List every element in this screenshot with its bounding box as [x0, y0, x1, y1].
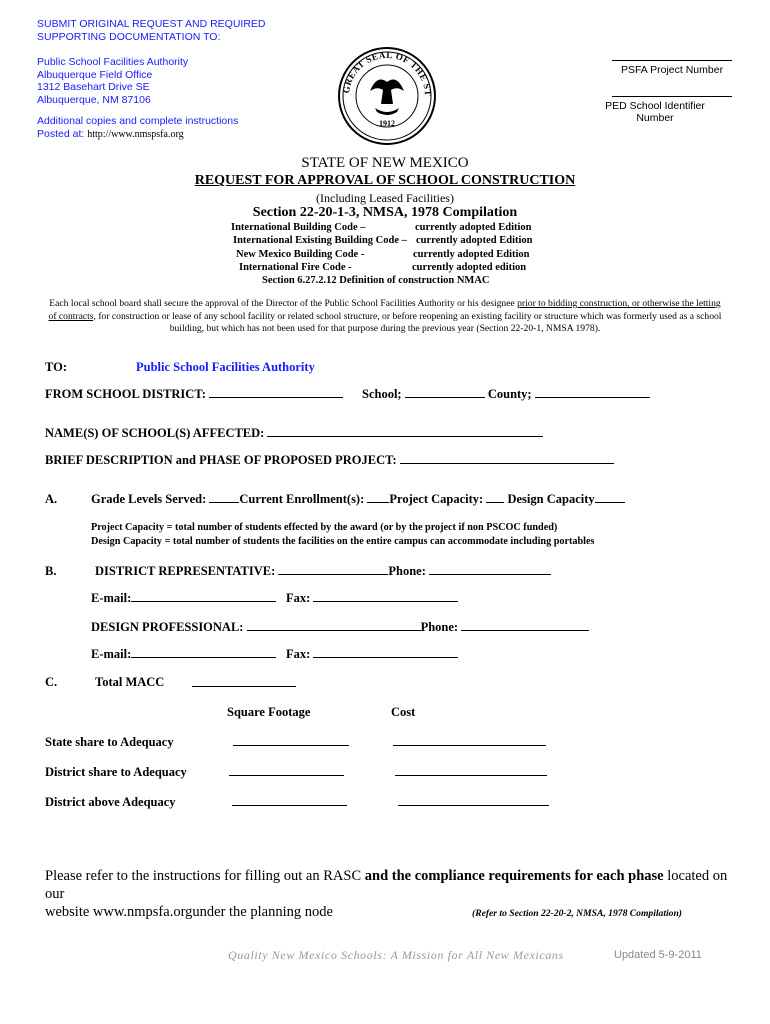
school-county-row [362, 387, 650, 402]
enrollment-label: Current Enrollment(s): [239, 492, 365, 506]
to-label: TO: [45, 360, 67, 374]
district-share-sqft-field[interactable] [229, 765, 344, 776]
county-field[interactable] [535, 387, 650, 398]
adequacy-row-label: State share to Adequacy [45, 735, 174, 749]
code-edition: currently adopted Edition [413, 248, 530, 260]
email-label: E-mail: [91, 647, 132, 661]
fax-label: Fax: [286, 591, 311, 605]
psfa-number-label: PSFA Project Number [620, 64, 724, 76]
code-row [0, 248, 770, 261]
motto: Quality New Mexico Schools: A Mission for All New Mexicans [228, 948, 564, 962]
address-line-3: 1312 Basehart Drive SE [37, 81, 150, 93]
address-line-2: Albuquerque Field Office [37, 68, 153, 81]
refer-text-line-2: website www.nmpsfa.orgunder the planning node [45, 904, 333, 920]
section-b-label: B. [45, 564, 57, 578]
refer-text-1: Please refer to the instructions for filling out an RASC [45, 868, 365, 884]
design-pro-phone-field[interactable] [461, 620, 589, 631]
address-line-4: Albuquerque, NM 87106 [37, 93, 151, 106]
district-rep-phone-field[interactable] [429, 564, 551, 575]
intro-underlined-2: of contracts, [48, 310, 96, 322]
code-edition: currently adopted Edition [416, 235, 533, 247]
names-field[interactable] [267, 426, 543, 437]
from-district-row [45, 387, 343, 402]
section-title: Section 22-20-1-3, NMSA, 1978 Compilation [252, 205, 518, 220]
section-a-label: A. [45, 492, 58, 506]
definition-row [0, 274, 770, 287]
psfa-number-line[interactable] [612, 60, 732, 61]
intro-underlined-1: prior to bidding construction, or otherwise the letting [517, 298, 721, 309]
design-capacity-label: Design Capacity [507, 492, 595, 506]
address-line-1: Public School Facilities Authority [37, 56, 189, 68]
adequacy-row-label: District above Adequacy [45, 795, 176, 809]
phone-label: Phone: [420, 620, 459, 634]
state-seal-icon [337, 46, 437, 146]
brief-field[interactable] [400, 453, 614, 464]
enrollment-field[interactable] [367, 492, 389, 503]
copies-info [37, 115, 238, 141]
refer-note: (Refer to Section 22-20-2, NMSA, 1978 Compilation) [472, 908, 682, 919]
code-row [0, 234, 770, 247]
note-project-capacity: Project Capacity = total number of students effected by the award (or by the project if non PSCOC funded) [91, 522, 558, 533]
names-row [45, 426, 543, 441]
seal-year: 1912 [379, 119, 395, 128]
grade-levels-label: Grade Levels Served: [91, 492, 207, 506]
school-label: School; [362, 387, 402, 401]
district-rep-fax-field[interactable] [313, 591, 458, 602]
codes-list [0, 221, 770, 287]
grade-levels-field[interactable] [209, 492, 239, 503]
refer-text-bold: and the compliance requirements for each phase [364, 868, 664, 884]
district-rep-email-field[interactable] [131, 591, 276, 602]
email-fax-row-1 [91, 591, 276, 606]
updated-date: Updated 5-9-2011 [614, 949, 702, 961]
total-macc-label: Total MACC [95, 675, 165, 689]
district-rep-field[interactable] [278, 564, 388, 575]
intro-paragraph [44, 298, 726, 336]
code-row [0, 261, 770, 274]
ped-identifier-label [595, 100, 715, 124]
ped-label-line-1: PED School Identifier [605, 100, 705, 112]
design-pro-fax-field[interactable] [313, 647, 458, 658]
state-seal-image [337, 46, 437, 146]
section-c-label: C. [45, 675, 58, 689]
intro-text-1: Each local school board shall secure the approval of the Director of the Public School Facilities Authority or his designee [49, 298, 518, 309]
ped-identifier-line[interactable] [612, 96, 732, 97]
mailing-address [37, 56, 188, 106]
total-macc-field[interactable] [192, 676, 296, 687]
copies-line: Additional copies and complete instructions [37, 115, 239, 127]
adequacy-row-label: District share to Adequacy [45, 765, 187, 779]
note-design-capacity: Design Capacity = total number of students the facilities on the entire campus can accommodate including portables [91, 535, 595, 547]
fax-label: Fax: [286, 647, 311, 661]
project-capacity-field[interactable] [486, 492, 504, 503]
phone-label: Phone: [388, 564, 426, 578]
from-district-label: FROM SCHOOL DISTRICT: [45, 387, 206, 401]
capacity-notes [91, 521, 594, 548]
code-row [0, 221, 770, 234]
request-title: REQUEST FOR APPROVAL OF SCHOOL CONSTRUCTION [194, 173, 576, 188]
district-above-sqft-field[interactable] [232, 795, 347, 806]
posted-url[interactable]: http://www.nmspsfa.org [87, 128, 184, 140]
project-capacity-label: Project Capacity: [389, 492, 484, 506]
code-edition: currently adopted edition [412, 261, 527, 273]
email-label: E-mail: [91, 591, 132, 605]
email-fax-row-2 [91, 647, 276, 662]
fax-row-1 [286, 591, 458, 606]
intro-text-3: building, but which has not been used for that purpose during the previous year (Section 22-20-1, NMSA 1978). [169, 323, 601, 334]
code-name: New Mexico Building Code - [236, 248, 365, 260]
square-footage-header: Square Footage [227, 705, 311, 719]
code-name: International Building Code – [231, 222, 366, 233]
state-share-sqft-field[interactable] [233, 735, 349, 746]
to-value: Public School Facilities Authority [136, 360, 315, 374]
capacity-row [91, 492, 625, 507]
code-name: International Fire Code - [239, 261, 352, 273]
posted-at-label: Posted at: [37, 127, 85, 140]
district-share-cost-field[interactable] [395, 765, 547, 776]
design-capacity-field[interactable] [595, 492, 625, 503]
school-field[interactable] [405, 387, 485, 398]
intro-text-2: for construction or lease of any school facility or related school structure, or before reopening an existing facility or structure which was formerly used as a school [95, 310, 722, 322]
submit-line-1: SUBMIT ORIGINAL REQUEST AND REQUIRED [37, 18, 266, 30]
svg-text:GREAT SEAL OF THE STATE OF NEW: GREAT SEAL OF THE ST [340, 49, 434, 97]
code-edition: currently adopted Edition [415, 222, 532, 233]
fax-row-2 [286, 647, 458, 662]
cost-header: Cost [391, 705, 416, 719]
submit-instructions [37, 18, 266, 43]
refer-text-2: located on our [45, 868, 728, 902]
design-pro-row [91, 620, 589, 635]
submit-line-2: SUPPORTING DOCUMENTATION TO: [37, 30, 221, 43]
design-pro-label: DESIGN PROFESSIONAL: [91, 620, 244, 634]
definition-text: Section 6.27.2.12 Definition of construction NMAC [262, 275, 490, 287]
from-district-field[interactable] [209, 387, 343, 398]
design-pro-field[interactable] [247, 620, 421, 631]
district-rep-row [95, 564, 551, 579]
leased-subtitle: (Including Leased Facilities) [316, 191, 454, 205]
county-label: County; [487, 387, 532, 401]
brief-row [45, 453, 614, 468]
design-pro-email-field[interactable] [131, 647, 276, 658]
district-above-cost-field[interactable] [398, 795, 549, 806]
ped-label-line-2: Number [636, 112, 674, 124]
names-label: NAME(S) OF SCHOOL(S) AFFECTED: [45, 426, 265, 440]
code-name: International Existing Building Code – [233, 235, 407, 247]
state-share-cost-field[interactable] [393, 735, 546, 746]
district-rep-label: DISTRICT REPRESENTATIVE: [95, 564, 276, 578]
brief-label: BRIEF DESCRIPTION and PHASE OF PROPOSED PROJECT: [45, 453, 397, 467]
state-title: STATE OF NEW MEXICO [301, 155, 469, 171]
